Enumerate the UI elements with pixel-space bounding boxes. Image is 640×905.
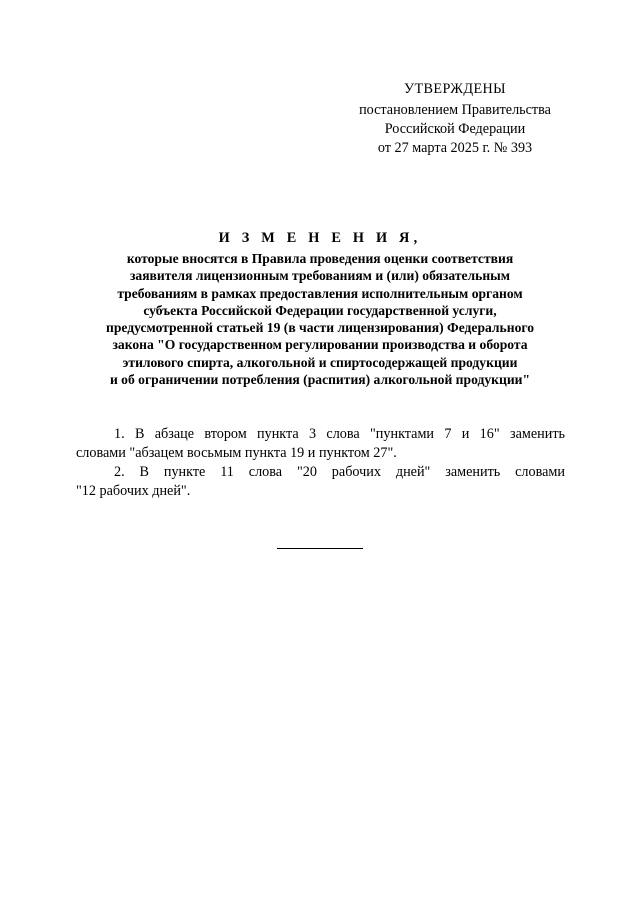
end-divider: [277, 548, 363, 549]
amendment-item-2-rest: "12 рабочих дней".: [76, 483, 191, 499]
document-title: [70, 229, 570, 388]
title-heading: И З М Е Н Е Н И Я,: [218, 230, 422, 246]
approval-stamp: [330, 80, 580, 158]
amendment-item-1-first-line: 1. В абзаце втором пункта 3 слова "пунктами 7 и 16" заменить: [114, 426, 565, 442]
amendment-item-1-rest: словами "абзацем восьмым пункта 19 и пунктом 27".: [76, 445, 397, 461]
document-body: [76, 425, 565, 501]
approval-line-decree: постановлением Правительства: [359, 102, 551, 118]
subtitle-line: которые вносятся в Правила проведения оценки соответствия: [126, 251, 514, 266]
amendment-item-2-first-line: 2. В пункте 11 слова "20 рабочих дней" заменить словами: [114, 464, 565, 480]
subtitle-line: требованиям в рамках предоставления исполнительным органом: [117, 285, 523, 301]
subtitle-line: заявителя лицензионным требованиям и (или) обязательным: [129, 268, 511, 284]
approval-line-date: от 27 марта 2025 г. № 393: [377, 140, 533, 156]
approval-heading: УТВЕРЖДЕНЫ: [404, 81, 506, 97]
subtitle-line: этилового спирта, алкогольной и спиртосодержащей продукции: [122, 354, 518, 370]
approval-line-authority: Российской Федерации: [384, 121, 526, 137]
amendment-item-1: [76, 425, 565, 463]
subtitle-line: субъекта Российской Федерации государственной услуги,: [143, 302, 497, 318]
subtitle-line: и об ограничении потребления (распития) алкогольной продукции": [109, 372, 531, 388]
amendment-item-2: [76, 463, 565, 501]
subtitle-line: закона "О государственном регулировании производства и оборота: [112, 337, 528, 353]
subtitle-line: предусмотренной статьей 19 (в части лицензирования) Федерального: [105, 320, 535, 336]
